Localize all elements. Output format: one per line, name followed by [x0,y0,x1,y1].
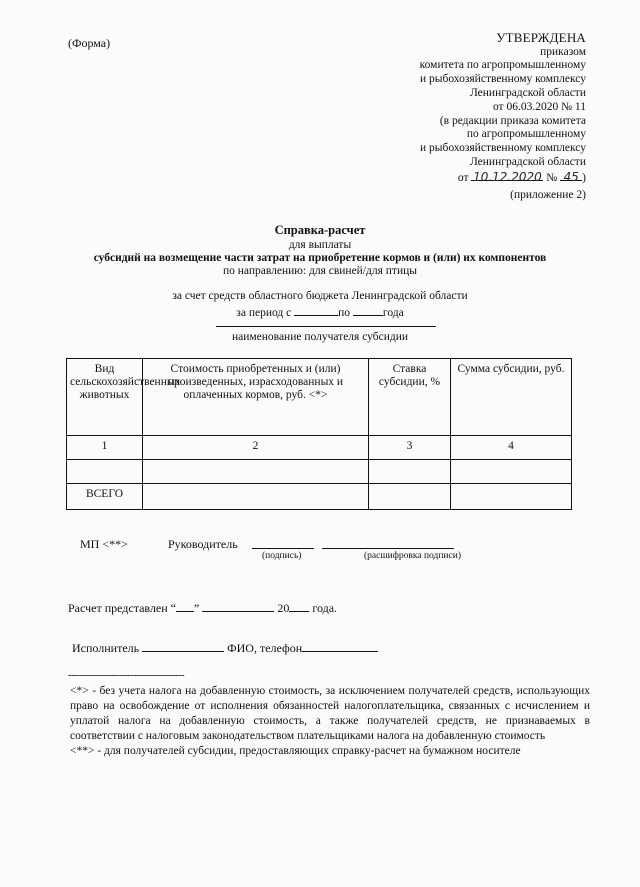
signature-decode-line [322,548,454,549]
footnotes [70,684,590,759]
funding-source: за счет средств областного бюджета Ленинградской области [172,290,468,302]
stamp-label: МП <**> [80,537,128,551]
handwritten-number: 45 [560,170,582,181]
table-number-row [67,436,572,460]
subsidy-table [66,358,572,510]
table-cell [369,484,451,510]
signature-caption: (подпись) [262,551,302,561]
approval-line: комитета по агропромышленному [419,59,586,72]
footnote-1: <*> - без учета налога на добавленную стоимость, за исключением получателей средств, использующих право на освобождение от исполнения обязанностей налогоплательщика, связанных с исчислением и уплатой налога на добавленную стоимость, а также получателей средств, не признаваемых в соответствии с налоговым законодательством плательщиками налога на добавленную стоимость [70,685,590,742]
approval-line: и рыбохозяйственному комплексу [419,142,586,155]
fio-blank [302,641,378,652]
period-line [60,305,580,320]
year-blank [289,601,309,612]
recipient-caption: наименование получателя субсидии [231,331,409,343]
footnote-separator: ----------------------------------------- [68,670,185,681]
table-cell [143,460,369,484]
period-to-label: по [338,307,351,319]
form-label: (Форма) [68,36,111,50]
quote-close: ” [194,601,200,615]
table-row [67,460,572,484]
signature-line [252,548,314,549]
approval-heading: УТВЕРЖДЕНА [496,30,586,45]
period-from-blank [294,305,338,316]
table-cell [369,460,451,484]
year-suffix: года. [312,601,338,615]
approval-date-line [346,170,586,186]
approval-line: от 06.03.2020 № 11 [492,100,586,113]
table-cell [451,484,572,510]
submitted-prefix: Расчет представлен “ [68,601,176,615]
table-cell [67,460,143,484]
column-number: 1 [67,436,143,460]
header-subsidy-rate: Ставка субсидии, % [369,359,451,436]
period-from-label: за период с [236,307,292,319]
header-subsidy-amount: Сумма субсидии, руб. [451,359,572,436]
executor-label: Исполнитель [72,641,140,655]
approval-line: по агропромышленному [466,128,586,141]
approval-block [346,30,586,202]
table-cell [143,484,369,510]
header-animal-type: Вид сельскохозяйственных животных [67,359,143,436]
table-cell [451,460,572,484]
subtitle-line-1: для выплаты [288,239,352,251]
signature-decode-caption: (расшифровка подписи) [364,551,461,561]
table-total-row [67,484,572,510]
subtitle-line-3: по направлению: для свиней/для птицы [222,265,417,277]
month-blank [202,601,274,612]
period-year-label: года [382,307,404,319]
header-feed-cost: Стоимость приобретенных и (или) произведенных, израсходованных и оплаченных кормов, руб. <*> [143,359,369,436]
number-prefix: № [546,171,558,184]
appendix-label: (приложение 2) [510,188,586,201]
fio-label: ФИО, телефон [227,641,303,655]
closing-paren: ) [582,171,586,184]
table-header-row [67,359,572,436]
period-to-blank [353,305,383,316]
handwritten-date: 10.12.2020 [473,169,542,184]
subtitle-line-2: субсидий на возмещение части затрат на приобретение кормов и (или) их компонентов [93,252,547,264]
head-label: Руководитель [168,537,238,551]
executor-line [72,641,378,656]
submitted-line [68,601,337,616]
date-prefix: от [457,171,469,184]
approval-line: (в редакции приказа комитета [439,114,586,127]
column-number: 4 [451,436,572,460]
approval-line: Ленинградской области [469,155,586,168]
column-number: 2 [143,436,369,460]
recipient-name-line [216,326,436,327]
century: 20 [277,601,290,615]
day-blank [176,601,194,612]
footnote-2: <**> - для получателей субсидии, предоставляющих справку-расчет на бумажном носителе [70,744,521,757]
approval-line: и рыбохозяйственному комплексу [419,73,586,86]
document-title: Справка-расчет [274,223,366,237]
column-number: 3 [369,436,451,460]
approval-line: Ленинградской области [469,86,586,99]
total-label: ВСЕГО [67,484,143,510]
executor-blank [142,641,224,652]
approval-line: приказом [540,45,586,58]
